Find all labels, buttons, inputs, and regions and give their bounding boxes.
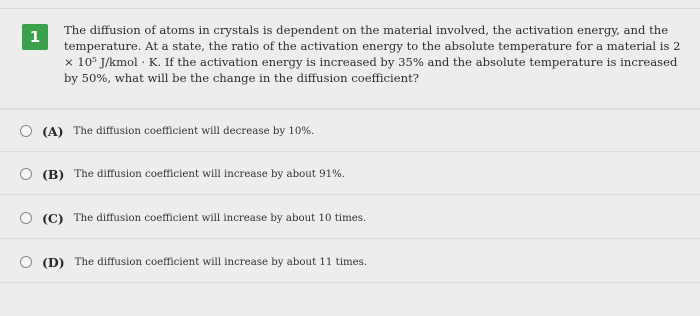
question-number-badge: 1 <box>22 24 48 50</box>
option-c[interactable] <box>20 207 680 229</box>
option-d[interactable] <box>20 251 680 273</box>
question-text: The diffusion of atoms in crystals is dependent on the material involved, the activation energy, and the temperature. At a state, the ratio of the activation energy to the absolute temperature for a material is 2 × 10⁵ J/kmol · K. If the activation energy is increased by 35% and the absolute temperature is increased by 50%, what will be the change in the diffusion coefficient? <box>64 23 681 85</box>
radio-button-icon[interactable] <box>20 168 32 180</box>
radio-button-icon[interactable] <box>20 212 32 224</box>
option-letter: (A) <box>42 123 64 139</box>
option-divider <box>0 194 700 195</box>
top-divider <box>0 8 700 9</box>
option-letter: (C) <box>42 210 64 226</box>
question-divider <box>0 108 700 110</box>
option-text: The diffusion coefficient will increase by about 10 times. <box>73 212 367 224</box>
option-letter: (B) <box>42 166 65 182</box>
option-text: The diffusion coefficient will decrease by 10%. <box>73 125 315 137</box>
option-letter: (D) <box>42 254 65 270</box>
option-text: The diffusion coefficient will increase by about 91%. <box>74 168 346 180</box>
option-a[interactable] <box>20 120 680 142</box>
option-b[interactable] <box>20 163 680 185</box>
option-divider <box>0 151 700 152</box>
radio-button-icon[interactable] <box>20 125 32 137</box>
option-text: The diffusion coefficient will increase by about 11 times. <box>74 256 368 268</box>
radio-button-icon[interactable] <box>20 256 32 268</box>
option-divider <box>0 238 700 239</box>
option-divider <box>0 282 700 283</box>
